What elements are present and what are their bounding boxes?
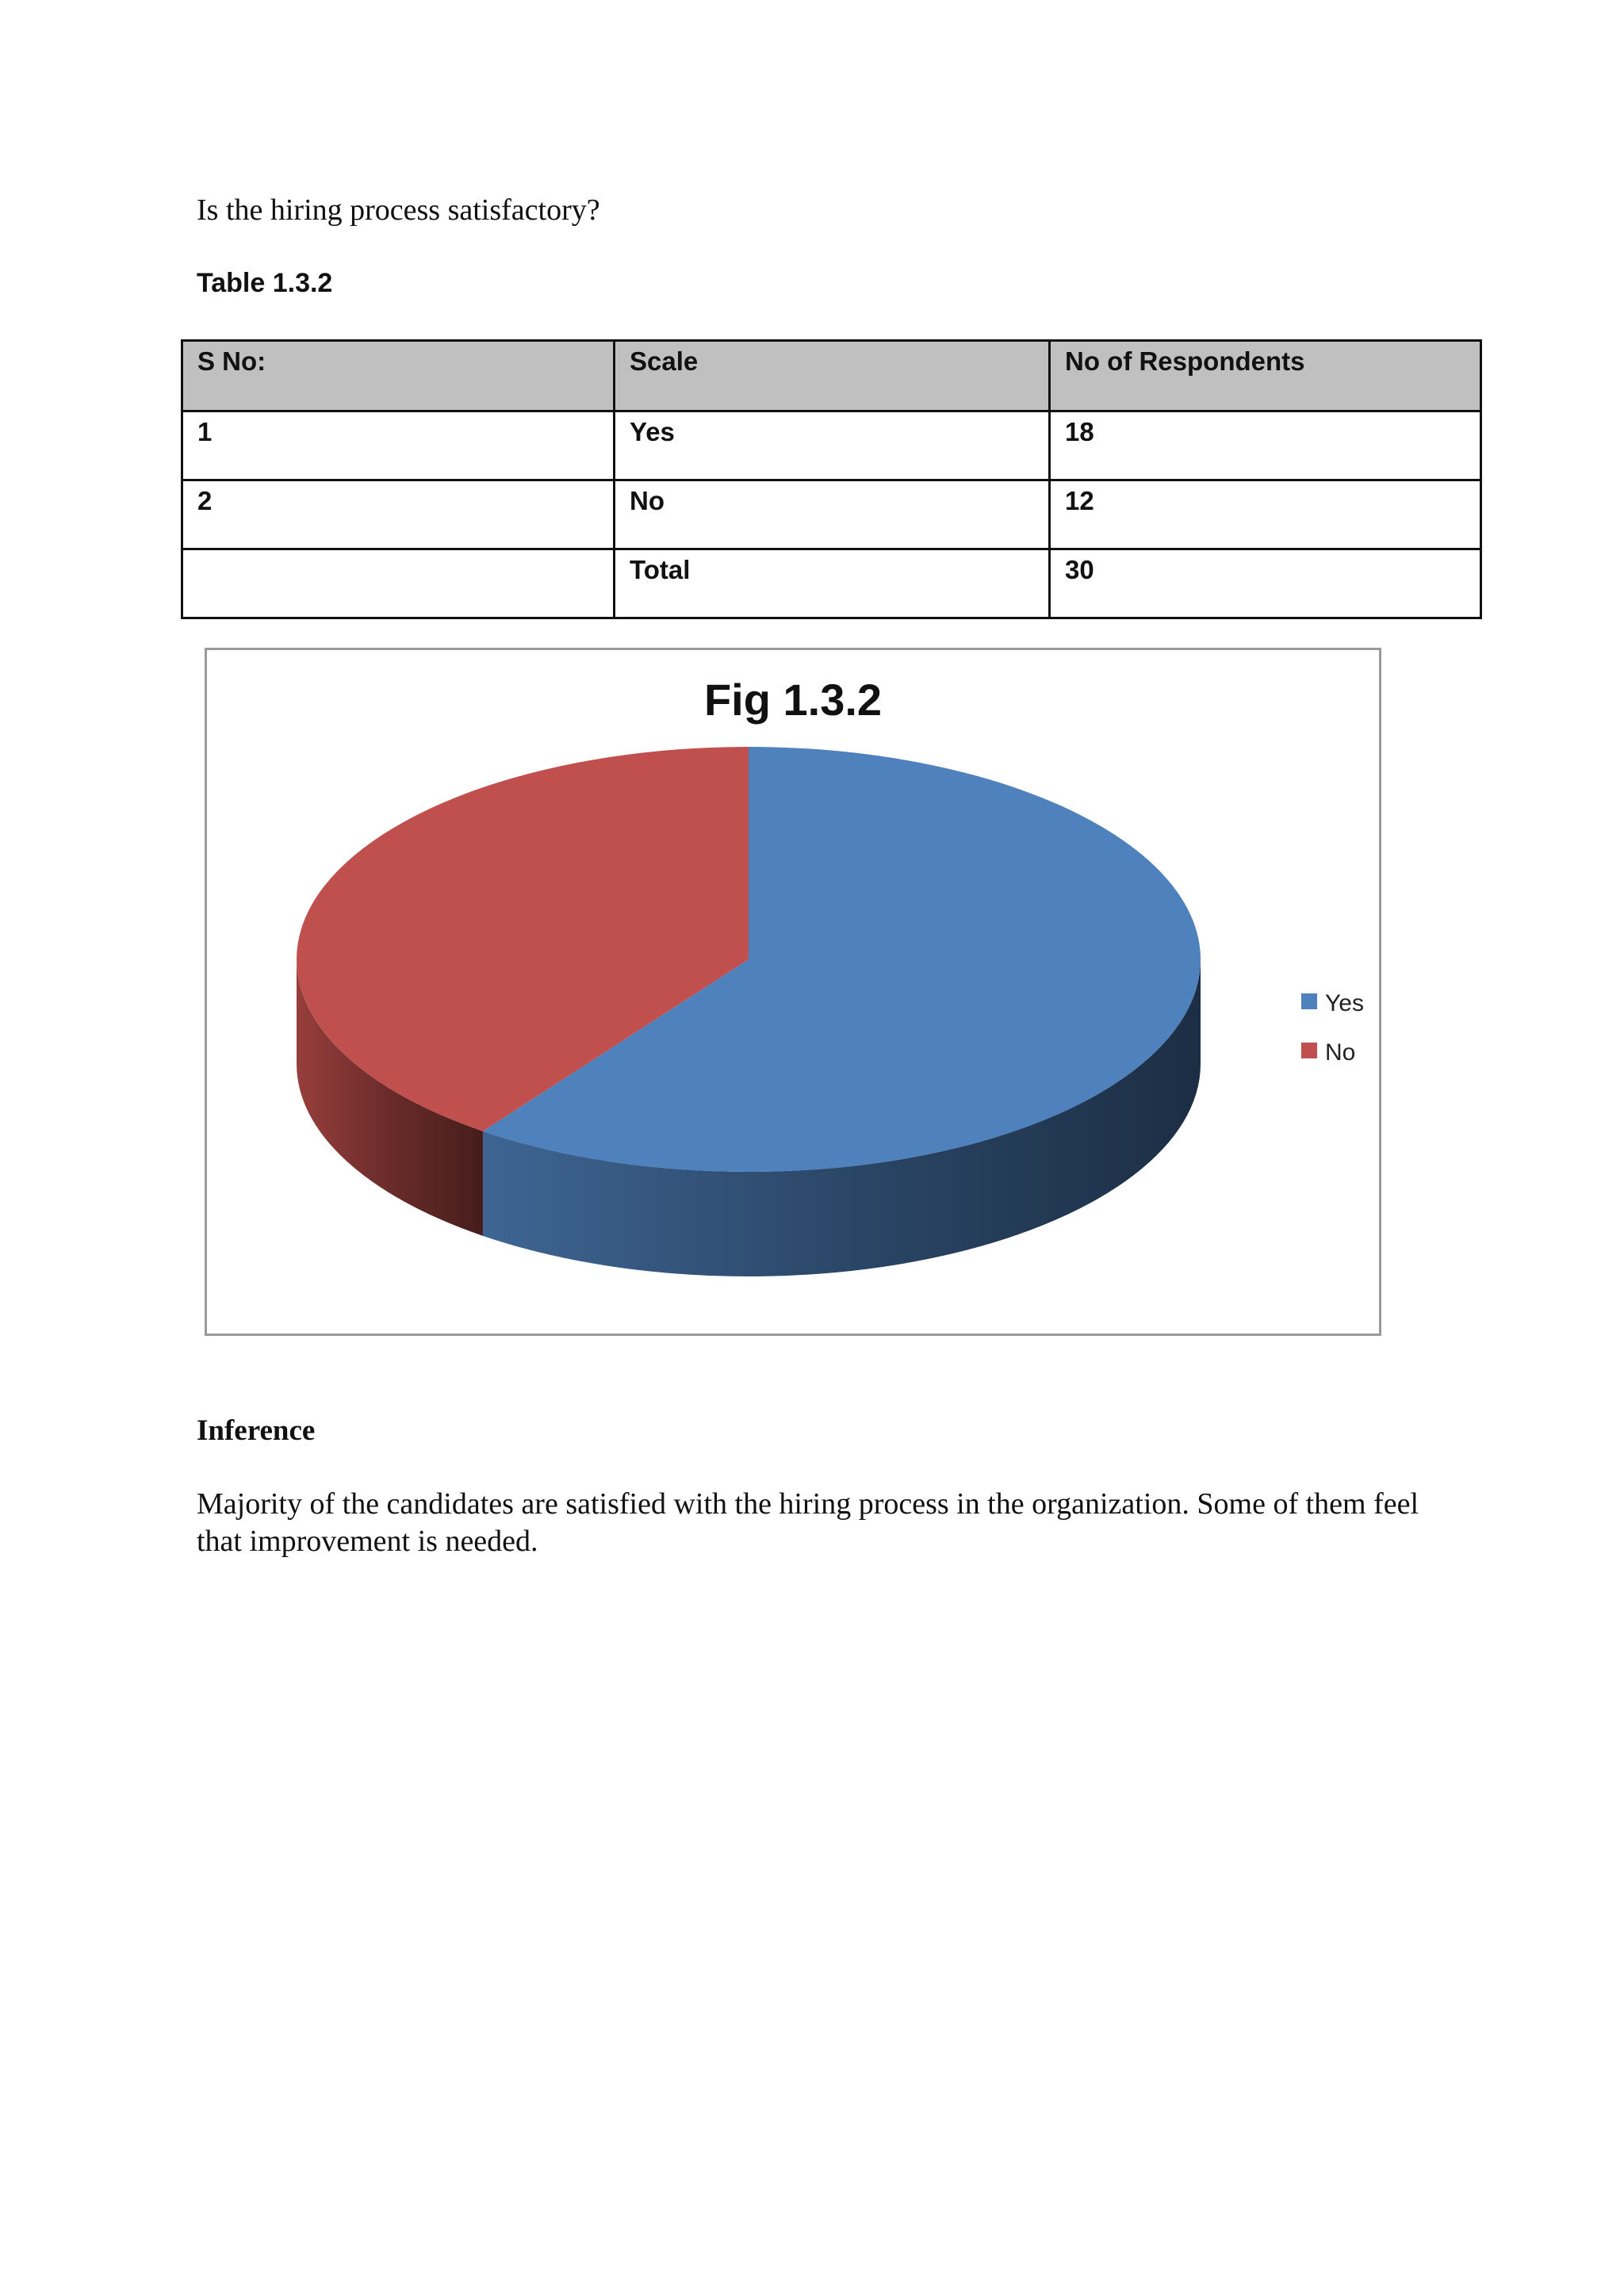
- cell-s-no: 2: [182, 480, 615, 549]
- table-row: [182, 411, 1481, 480]
- cell-scale: Total: [615, 549, 1050, 618]
- cell-respondents: 12: [1050, 480, 1481, 549]
- table-header-row: [182, 341, 1481, 411]
- question-text: Is the hiring process satisfactory?: [197, 193, 600, 227]
- table-row: [182, 480, 1481, 549]
- cell-s-no: 1: [182, 411, 615, 480]
- respondents-table: [181, 339, 1482, 619]
- cell-respondents: 18: [1050, 411, 1481, 480]
- chart-legend: [1301, 990, 1364, 1066]
- legend-swatch-yes: [1301, 993, 1317, 1009]
- pie-chart: [207, 650, 1379, 1334]
- chart-title: Fig 1.3.2: [703, 675, 883, 725]
- legend-swatch-no: [1301, 1043, 1317, 1058]
- pie-chart-frame: [205, 648, 1381, 1336]
- header-s-no: S No:: [182, 341, 615, 411]
- cell-s-no: [182, 549, 615, 618]
- table-row-total: [182, 549, 1481, 618]
- header-scale: Scale: [615, 341, 1050, 411]
- cell-respondents: 30: [1050, 549, 1481, 618]
- table-caption: Table 1.3.2: [197, 268, 333, 298]
- cell-scale: No: [615, 480, 1050, 549]
- legend-label-yes: Yes: [1325, 990, 1364, 1016]
- cell-scale: Yes: [615, 411, 1050, 480]
- inference-text: Majority of the candidates are satisfied with the hiring process in the organization. Some of them feel that improvement is needed.: [197, 1487, 1419, 1558]
- inference-heading: Inference: [197, 1414, 316, 1447]
- legend-label-no: No: [1325, 1039, 1356, 1066]
- header-respondents: No of Respondents: [1050, 341, 1481, 411]
